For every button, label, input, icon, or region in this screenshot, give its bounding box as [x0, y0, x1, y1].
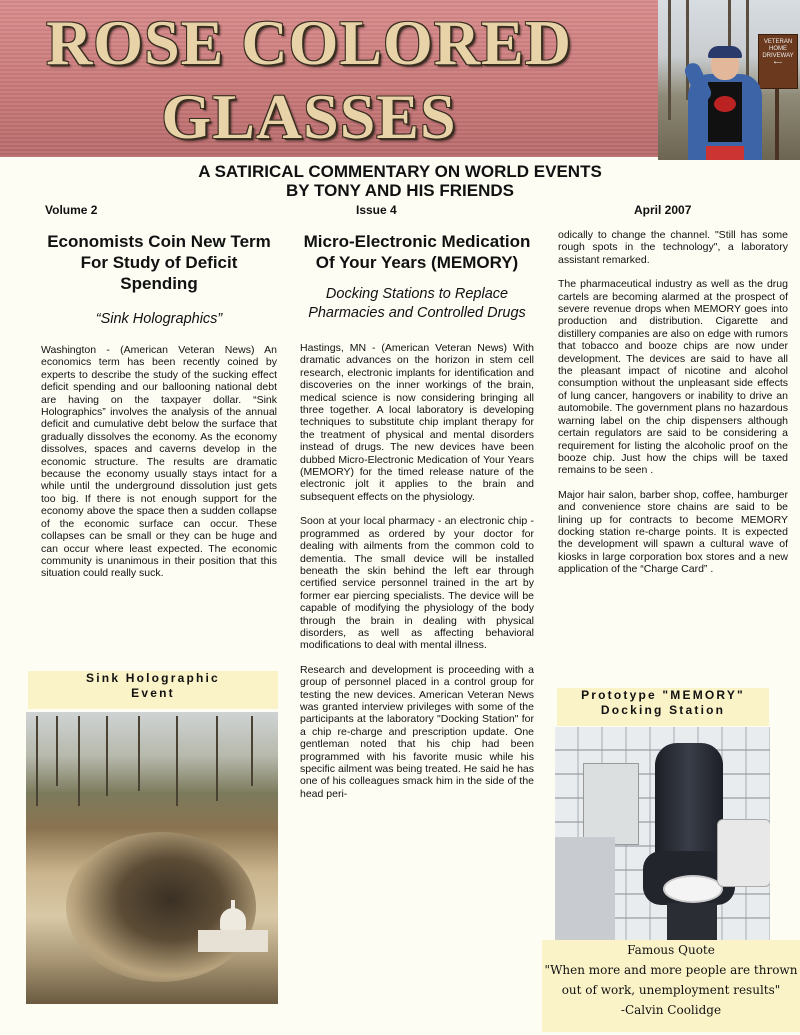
- phone-icon: [717, 819, 770, 887]
- article1-deck: “Sink Holographics”: [95, 311, 223, 327]
- article-economists: [41, 226, 277, 580]
- docking-station-image: [555, 727, 770, 941]
- masthead-banner: [0, 0, 658, 157]
- docking-caption-line2: Docking Station: [600, 703, 726, 717]
- subtitle-line2: BY TONY AND HIS FRIENDS: [286, 181, 514, 200]
- veteran-home-sign: VETERAN HOME DRIVEWAY ⟵: [758, 34, 798, 89]
- article-memory: [300, 226, 534, 800]
- sinkhole-caption: [28, 671, 278, 709]
- sinkhole-image: [26, 712, 278, 1004]
- article3-para1: odically to change the channel. "Still has some rough spots in the technology", a laboratory assistant remarked.: [558, 229, 788, 266]
- article2-para3: Research and development is proceeding with a group of personnel placed in a control group for testing the new devices. American Veteran News was granted interview privileges with some of the participants at the laboratory "Docking Station" for a chip re-charge and prescription update. One gentleman noted that his chip had been programmed with his favorite music while his specific ailment was being treated. He said he has one of his colleagues smack him in the side of the head peri-: [300, 663, 534, 800]
- sinkhole-caption-line2: Event: [131, 686, 175, 700]
- quote-line2: out of work, unemployment results": [561, 983, 781, 997]
- tony-photo: [658, 0, 800, 160]
- article1-body: Washington - (American Veteran News) An economics term has been recently coined by experts to describe the study of the sucking effect deficit spending and our ballooning national debt are having on the taxpayer dollar. “Sink Holographics” involves the analysis of the annual deficit and cumulative debt below the surface that gradually dissolves the economy. As the economy dissolves, spaces and caverns develop in the economic structure. The results are dramatic because the economy usually stays intact for a while until the underground dissolution just gets too big. If there is not enough support for the economy above the space then a sudden collapse of the economic surface can occur. These collapses can be small or they can be huge and can occur where least expected. The economic community is unanimous in their position that this situation could really suck.: [41, 344, 277, 580]
- masthead-title-line2: GLASSES: [161, 81, 457, 152]
- subtitle-line1: A SATIRICAL COMMENTARY ON WORLD EVENTS: [198, 162, 602, 181]
- chair-icon: [655, 743, 723, 863]
- article3-para2: The pharmaceutical industry as well as the drug cartels are becoming alarmed at the prospect of severe revenue drops when MEMORY goes into production and distribution. Cigarette and distillery companies are also on edge with rumors that tobacco and booze chips are now under development. The devices are said to have all the pleasant impact of nicotine and alcohol consumption without the unpleasant side effects of lung cancer, hangovers or inability to drive an automobile. The government plans no hazardous warning label on the chip dispensers although certain regulators are said to be considering a requirement for listing the alcoholic proof on the booze chip. Just how the chips will be taxed remains to be seen .: [558, 278, 788, 477]
- article2-para1: Hastings, MN - (American Veteran News) With dramatic advances on the horizon in stem cell research, electronic implants for identification and discoveries on the inner workings of the brain, medical science is now considering bringing all three together. A local laboratory is developing techniques to substitute chip implant therapy for the treatment of physical and mental disorders instead of drugs. The new devices have been dubbed Micro-Electronic Medication of Your Years (MEMORY) for the timed release nature of the electronic jolt it applies to the brain and subsequent effects on the physiology.: [300, 342, 534, 503]
- quote-title: Famous Quote: [627, 943, 715, 957]
- capitol-building-icon: [198, 908, 268, 958]
- volume-label: Volume 2: [45, 203, 98, 217]
- article2-headline: Micro-Electronic Medication Of Your Years (MEMORY): [303, 232, 531, 272]
- article2-deck: Docking Stations to Replace Pharmacies and Controlled Drugs: [308, 286, 526, 321]
- famous-quote-box: [542, 940, 800, 1032]
- quote-author: -Calvin Coolidge: [620, 1003, 722, 1017]
- docking-station-caption: [557, 688, 769, 726]
- shirt-logo-icon: [714, 96, 736, 112]
- article-memory-continued: [558, 229, 788, 576]
- masthead-title-line1: ROSE COLORED: [46, 7, 572, 78]
- article2-para2: Soon at your local pharmacy - an electronic chip - programmed as ordered by your doctor for dealing with ailments from the common cold to dementia. The small device will be installed beneath the skin behind the left ear through certified service personnel trained in the art by former ear piercing specialists. The device will be capable of modifying the physiology of the body through the brain in dealing with physical disorders, as well as affecting behavioral modifications to deal with mental illness.: [300, 515, 534, 652]
- sinkhole-caption-line1: Sink Holographic: [86, 671, 220, 685]
- quote-line1: "When more and more people are thrown: [544, 963, 798, 977]
- docking-caption-line1: Prototype "MEMORY": [581, 688, 745, 702]
- issue-label: Issue 4: [356, 203, 397, 217]
- subtitle: [0, 162, 800, 200]
- toilet-bowl-icon: [663, 875, 723, 903]
- article3-para3: Major hair salon, barber shop, coffee, hamburger and convenience store chains are said to be lining up for contracts to become MEMORY docking station re-charge points. It is expected the development will spawn a cultural wave of kiosks in large corporation box stores and a new application of the “Charge Card” .: [558, 488, 788, 576]
- date-label: April 2007: [634, 203, 692, 217]
- article1-headline: Economists Coin New Term For Study of Deficit Spending: [47, 232, 271, 293]
